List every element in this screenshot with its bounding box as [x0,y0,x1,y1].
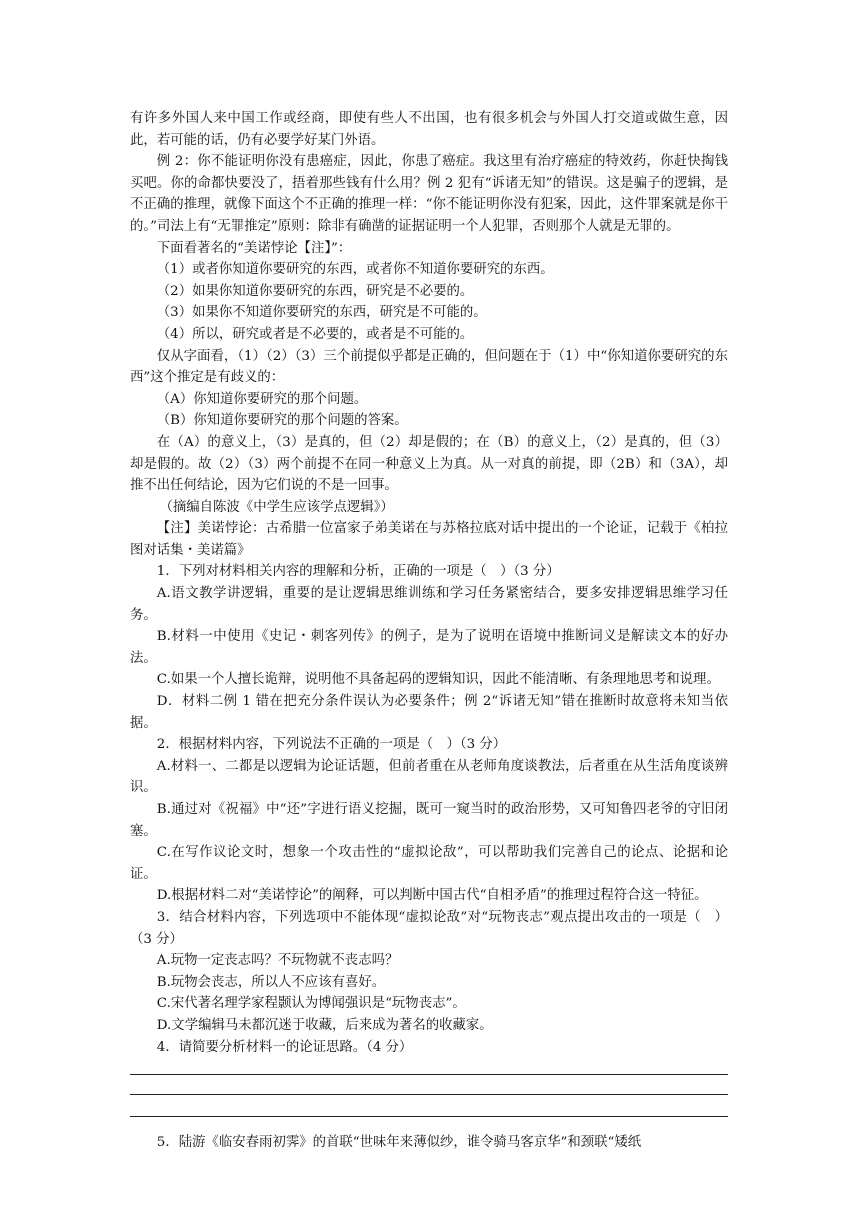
question-stem: 2．根据材料内容，下列说法不正确的一项是（ ）（3 分） [156,737,507,753]
source-citation: （摘编自陈波《中学生应该学点逻辑》） [159,499,394,515]
premise-item: （4）所以，研究或者是不必要的，或者是不可能的。 [156,326,474,342]
paragraph: 例 2：你不能证明你没有患癌症，因此，你患了癌症。我这里有治疗癌症的特效药，你赶快掏钱买吧。你的命都快要没了，捂着那些钱有什么用？例 2 犯有“诉诸无知”的错误。这是骗子的逻辑，是不正确的推理，就像下面这个不正确的推理一样：“你不能证明你没有犯案，因此，这件罪案就是你干的。”司法上有“无罪推定”原则：除非有确凿的证据证明一个人犯罪，否则那个人就是无罪的。 [130,154,728,234]
answer-line [130,1074,728,1075]
option-d: D.根据材料二对“美诺悖论”的阐释，可以判断中国古代“自相矛盾”的推理过程符合这一特征。 [156,888,708,904]
meaning-item: （B）你知道你要研究的那个问题的答案。 [156,413,408,429]
question-stem: 1．下列对材料相关内容的理解和分析，正确的一项是（ ）（3 分） [156,564,560,580]
answer-line [130,1116,728,1117]
option-c: C.如果一个人擅长诡辩，说明他不具备起码的逻辑知识，因此不能清晰、有条理地思考和说理。 [156,672,720,688]
option-c: C.在写作议论文时，想象一个攻击性的“虚拟论敌”，可以帮助我们完善自己的论点、论据和论证。 [130,845,728,882]
premise-item: （1）或者你知道你要研究的东西，或者你不知道你要研究的东西。 [156,262,554,278]
option-a: A.玩物一定丧志吗？不玩物就不丧志吗？ [156,953,399,969]
option-c: C.宋代著名理学家程颢认为博闻强识是“玩物丧志”。 [156,996,466,1012]
question-stem: 4．请简要分析材料一的论证思路。（4 分） [156,1039,413,1055]
option-a: A.材料一、二都是以逻辑为论证话题，但前者重在从老师角度谈教法，后者重在从生活角度谈辨识。 [130,758,728,796]
meaning-item: （A）你知道你要研究的那个问题。 [156,391,368,407]
premise-item: （2）如果你知道你要研究的东西，研究是不必要的。 [156,283,474,299]
option-b: B.玩物会丧志，所以人不应该有喜好。 [156,974,386,990]
question-stem: 5．陆游《临安春雨初霁》的首联“世味年来薄似纱，谁令骑马客京华”和颈联“矮纸 [156,1135,642,1151]
option-b: B.材料一中使用《史记・刺客列传》的例子，是为了说明在语境中推断词义是解读文本的好办法。 [130,629,728,666]
paragraph: 有许多外国人来中国工作或经商，即使有些人不出国，也有很多机会与外国人打交道或做生意，因此，若可能的话，仍有必要学好某门外语。 [130,111,728,148]
answer-lines[interactable] [130,1058,728,1132]
paragraph: 在（A）的意义上，（3）是真的，但（2）却是假的；在（B）的意义上，（2）是真的，但（3）却是假的。故（2）（3）两个前提不在同一种意义上为真。从一对真的前提，即（2B）和（3A），却推不出任何结论，因为它们说的不是一回事。 [130,434,728,494]
option-b: B.通过对《祝福》中“还”字进行语义挖掘，既可一窥当时的政治形势，又可知鲁四老爷的守旧闭塞。 [130,802,728,839]
question-stem: 3．结合材料内容，下列选项中不能体现“虚拟论敌”对“玩物丧志”观点提出攻击的一项是（ ）（3 分） [130,909,728,947]
answer-line [130,1094,728,1095]
footnote: 【注】美诺悖论：古希腊一位富家子弟美诺在与苏格拉底对话中提出的一个论证，记载于《柏拉图对话集・美诺篇》 [130,521,728,558]
option-d: D.文学编辑马未都沉迷于收藏，后来成为著名的收藏家。 [156,1017,493,1033]
option-d: D．材料二例 1 错在把充分条件误认为必要条件；例 2“诉诸无知”错在推断时故意将未知当依据。 [130,694,728,731]
paragraph: 仅从字面看，（1）（2）（3）三个前提似乎都是正确的，但问题在于（1）中“你知道你要研究的东西”这个推定是有歧义的： [130,348,728,386]
document-page [130,108,728,1154]
premise-item: （3）如果你不知道你要研究的东西，研究是不可能的。 [156,305,487,321]
paragraph: 下面看著名的“美诺悖论【注】”： [156,240,352,256]
option-a: A.语文教学讲逻辑，重要的是让逻辑思维训练和学习任务紧密结合，要多安排逻辑思维学习任务。 [130,586,728,623]
